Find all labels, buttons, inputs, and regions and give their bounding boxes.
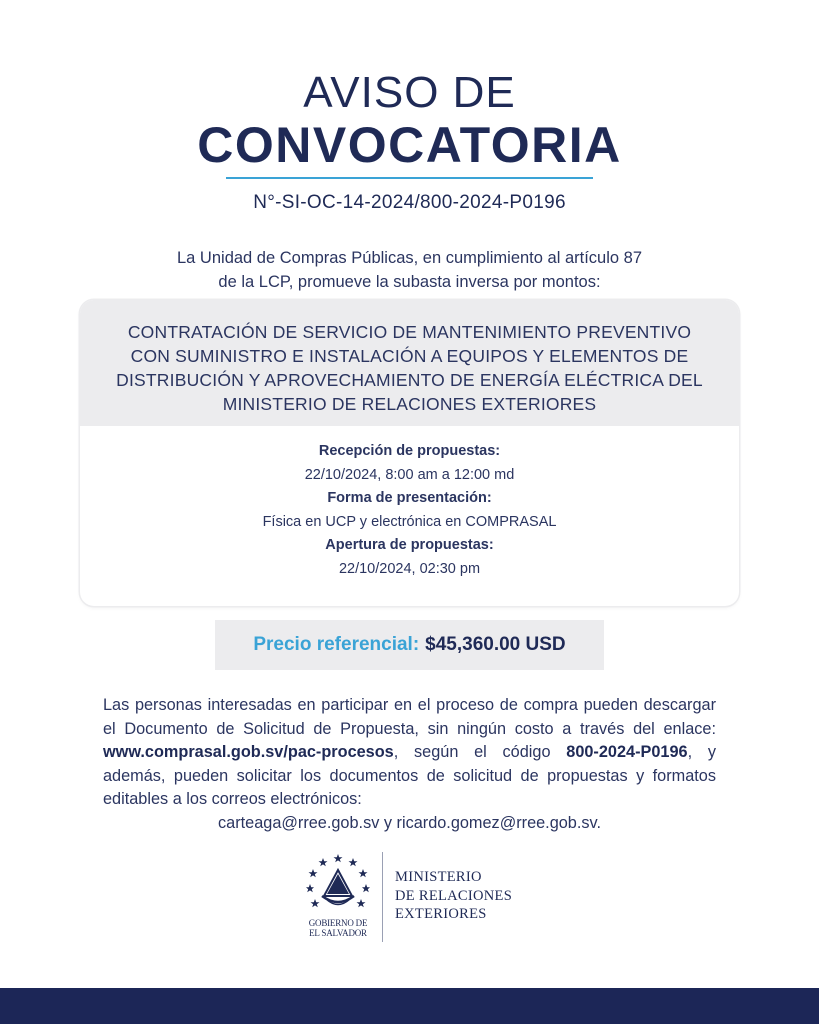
logo-divider xyxy=(382,852,383,942)
detail-value-opening: 22/10/2024, 02:30 pm xyxy=(338,560,481,577)
info-card xyxy=(80,300,739,606)
contact-emails[interactable]: carteaga@rree.gob.sv y ricardo.gomez@rree.gob.sv. xyxy=(218,813,601,832)
intro-paragraph xyxy=(100,246,719,294)
intro-line-1: La Unidad de Compras Públicas, en cumplimiento al artículo 87 xyxy=(177,249,642,267)
ministry-logo xyxy=(300,852,530,944)
price-value: $45,360.00 USD xyxy=(425,634,566,655)
body-paragraph xyxy=(103,694,716,835)
detail-value-reception: 22/10/2024, 8:00 am a 12:00 md xyxy=(304,466,515,483)
card-title-line: CONTRATACIÓN DE SERVICIO DE MANTENIMIENTO PREVENTIVO xyxy=(127,322,692,342)
detail-label-opening: Apertura de propuestas: xyxy=(325,537,494,553)
price-label: Precio referencial: xyxy=(253,634,420,655)
intro-line-2: de la LCP, promueve la subasta inversa por montos: xyxy=(218,273,601,291)
title-underline xyxy=(226,177,593,179)
ministry-line-2: DE RELACIONES xyxy=(395,887,513,904)
card-header xyxy=(80,300,739,426)
footer-bar xyxy=(0,988,819,1024)
notice-code: N°-SI-OC-14-2024/800-2024-P0196 xyxy=(253,192,566,213)
government-caption xyxy=(300,918,376,938)
title-line-2: CONVOCATORIA xyxy=(197,117,622,173)
card-title xyxy=(80,320,739,416)
ministry-name xyxy=(395,868,535,924)
title-line-1: AVISO DE xyxy=(303,68,516,117)
price-box xyxy=(215,620,604,670)
body-text-part-3: , y además, pueden solicitar los documentos de solicitud de propuestas y formatos editables a los correos electrónicos: xyxy=(103,743,716,808)
detail-label-format: Forma de presentación: xyxy=(327,490,492,506)
procurement-link[interactable]: www.comprasal.gob.sv/pac-procesos xyxy=(103,743,394,761)
card-title-line: CON SUMINISTRO E INSTALACIÓN A EQUIPOS Y ELEMENTOS DE xyxy=(130,346,689,366)
gov-line-2: EL SALVADOR xyxy=(309,928,367,938)
card-title-line: DISTRIBUCIÓN Y APROVECHAMIENTO DE ENERGÍA ELÉCTRICA DEL xyxy=(116,370,703,390)
ministry-line-3: EXTERIORES xyxy=(395,906,487,922)
ministry-line-1: MINISTERIO xyxy=(395,869,482,885)
coat-of-arms-icon xyxy=(306,852,370,916)
card-title-line: MINISTERIO DE RELACIONES EXTERIORES xyxy=(222,394,597,414)
body-text-part-2: , según el código xyxy=(393,743,567,761)
detail-label-reception: Recepción de propuestas: xyxy=(318,443,501,459)
card-details xyxy=(80,440,739,581)
body-text-part-1: Las personas interesadas en participar en el proceso de compra pueden descargar el Documento de Solicitud de Propuesta, sin ningún costo a través del enlace: xyxy=(103,696,716,738)
gov-line-1: GOBIERNO DE xyxy=(308,918,368,928)
detail-value-format: Física en UCP y electrónica en COMPRASAL xyxy=(262,513,557,530)
process-code: 800-2024-P0196 xyxy=(566,743,688,761)
